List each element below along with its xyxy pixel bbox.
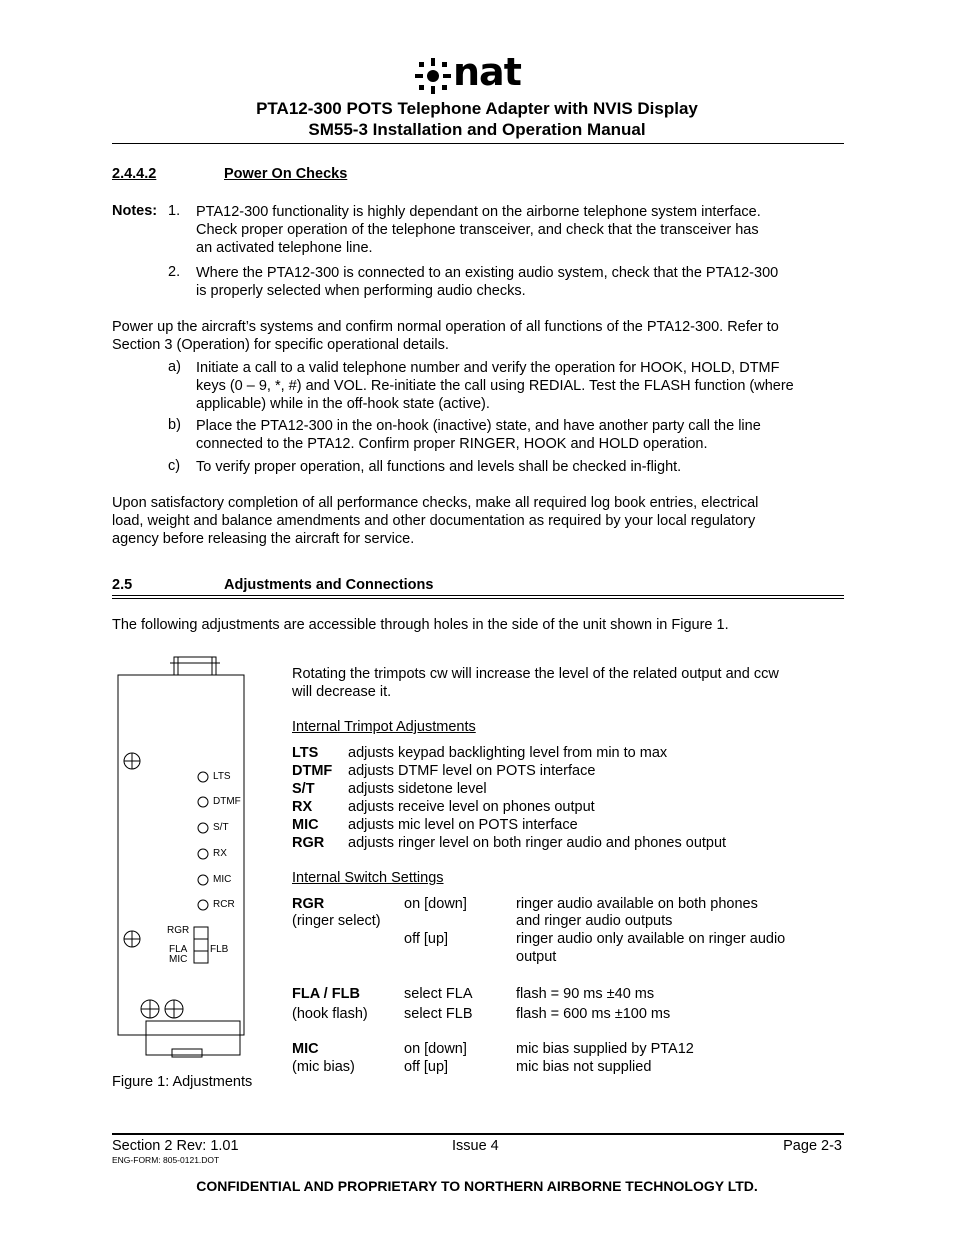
step-b [196, 417, 761, 453]
switch-fla-pos2: select FLB [404, 1006, 473, 1022]
switch-rgr-desc1b: and ringer audio outputs [516, 913, 673, 929]
section-title: Power On Checks [224, 166, 348, 182]
trimpot-key: S/T [292, 781, 315, 797]
note-number: 1. [168, 203, 181, 219]
switch-label-flb: FLB [210, 944, 229, 955]
switch-heading: Internal Switch Settings [292, 870, 444, 886]
section-heading-2442 [112, 166, 347, 182]
trimpot-key: RGR [292, 835, 325, 851]
paragraph-line: load, weight and balance amendments and other documentation as required by your local regulatory [112, 513, 756, 529]
logo-text: nat [453, 50, 521, 94]
paragraph-line: Rotating the trimpots cw will increase the level of the related output and ccw [292, 666, 779, 682]
trimpot-key: RX [292, 799, 313, 815]
switch-rgr-desc2b: output [516, 949, 557, 965]
section-number: 2.5 [112, 577, 133, 593]
switch-label-rgr: RGR [167, 925, 190, 936]
paragraph-line: Upon satisfactory completion of all performance checks, make all required log book entries, electrical [112, 495, 759, 511]
switch-mic-desc1: mic bias supplied by PTA12 [516, 1041, 694, 1057]
adjustments-intro: The following adjustments are accessible through holes in the side of the unit shown in Figure 1. [112, 617, 729, 633]
step-letter: b) [168, 417, 181, 433]
step-letter: a) [168, 359, 181, 375]
section-number: 2.4.4.2 [112, 166, 157, 182]
rotate-paragraph [292, 665, 832, 701]
trimpot-list [292, 744, 726, 852]
footer-issue: Issue 4 [452, 1138, 499, 1154]
paragraph-line: Section 3 (Operation) for specific operational details. [112, 337, 449, 353]
paragraph-line: agency before releasing the aircraft for service. [112, 531, 415, 547]
trimpot-desc: adjusts DTMF level on POTS interface [348, 763, 596, 779]
trimpot-key: MIC [292, 817, 319, 833]
trimpot-desc: adjusts mic level on POTS interface [348, 817, 578, 833]
step-c [196, 458, 681, 476]
pot-label-mic: MIC [213, 874, 232, 885]
document-subtitle: SM55-3 Installation and Operation Manual [308, 120, 646, 139]
switch-fla-name: FLA / FLB [292, 986, 360, 1002]
completion-paragraph [112, 494, 847, 548]
footer-confidential: CONFIDENTIAL AND PROPRIETARY TO NORTHERN AIRBORNE TECHNOLOGY LTD. [196, 1178, 758, 1194]
pot-label-st: S/T [213, 822, 229, 833]
step-line: connected to the PTA12. Confirm proper RINGER, HOOK and HOLD operation. [196, 436, 708, 452]
paragraph-line: Power up the aircraft’s systems and confirm normal operation of all functions of the PTA12-300. Refer to [112, 319, 779, 335]
note-line: Check proper operation of the telephone transceiver, and check that the transceiver has [196, 222, 759, 238]
notes-label: Notes: [112, 203, 158, 219]
note-line: Where the PTA12-300 is connected to an existing audio system, check that the PTA12-300 [196, 265, 779, 281]
switch-rgr-desc2a: ringer audio only available on ringer audio [516, 931, 786, 947]
adjustments-figure [112, 655, 252, 1060]
footer-section: Section 2 Rev: 1.01 [112, 1138, 239, 1154]
trimpot-key: LTS [292, 745, 319, 761]
step-a [196, 359, 794, 413]
unit-side-drawing [112, 655, 252, 1065]
step-line: applicable) while in the off-hook state (active). [196, 396, 490, 412]
switch-rgr-pos2: off [up] [404, 931, 449, 947]
switch-fla-desc1: flash = 90 ms ±40 ms [516, 986, 655, 1002]
footer-form: ENG-FORM: 805-0121.DOT [112, 1155, 220, 1165]
trimpot-desc: adjusts ringer level on both ringer audio and phones output [348, 835, 727, 851]
pot-label-dtmf: DTMF [213, 796, 241, 807]
step-letter: c) [168, 458, 181, 474]
section-heading-25 [112, 577, 433, 593]
power-up-paragraph [112, 318, 847, 354]
section-rule [112, 595, 844, 599]
trimpot-desc: adjusts sidetone level [348, 781, 487, 797]
switch-mic-sub: (mic bias) [292, 1059, 355, 1075]
note-2 [196, 264, 778, 300]
nat-star-icon [415, 58, 451, 94]
switch-rgr-desc1a: ringer audio available on both phones [516, 896, 758, 912]
switch-mic-pos1: on [down] [404, 1041, 467, 1057]
switch-rgr-pos1: on [down] [404, 896, 467, 912]
document-title: PTA12-300 POTS Telephone Adapter with NVIS Display [256, 99, 698, 118]
pot-label-lts: LTS [213, 771, 231, 782]
trimpot-desc: adjusts keypad backlighting level from min to max [348, 745, 668, 761]
note-line: PTA12-300 functionality is highly dependant on the airborne telephone system interface. [196, 204, 761, 220]
nat-logo [415, 50, 545, 96]
switch-mic-name: MIC [292, 1041, 319, 1057]
note-line: an activated telephone line. [196, 240, 373, 256]
switch-fla-pos1: select FLA [404, 986, 473, 1002]
paragraph-line: will decrease it. [292, 684, 392, 700]
section-title: Adjustments and Connections [224, 577, 434, 593]
pot-label-rcr: RCR [213, 899, 235, 910]
switch-rgr-name: RGR [292, 896, 325, 912]
trimpot-key: DTMF [292, 763, 333, 779]
note-line: is properly selected when performing audio checks. [196, 283, 526, 299]
step-line: Place the PTA12-300 in the on-hook (inactive) state, and have another party call the line [196, 418, 761, 434]
figure-caption: Figure 1: Adjustments [112, 1074, 253, 1090]
switch-rgr-sub: (ringer select) [292, 913, 381, 929]
header-rule [112, 143, 844, 144]
switch-mic-pos2: off [up] [404, 1059, 449, 1075]
footer-page: Page 2-3 [783, 1138, 842, 1154]
switch-fla-desc2: flash = 600 ms ±100 ms [516, 1006, 671, 1022]
step-line: Initiate a call to a valid telephone number and verify the operation for HOOK, HOLD, DTMF [196, 360, 780, 376]
trimpot-heading: Internal Trimpot Adjustments [292, 719, 476, 735]
step-line: keys (0 – 9, *, #) and VOL. Re-initiate the call using REDIAL. Test the FLASH function (where [196, 378, 794, 394]
switch-label-fla: FLA [169, 944, 188, 955]
switch-fla-sub: (hook flash) [292, 1006, 368, 1022]
pot-label-rx: RX [213, 848, 227, 859]
footer-rule [112, 1133, 844, 1135]
switch-mic-desc2: mic bias not supplied [516, 1059, 652, 1075]
note-1 [196, 203, 761, 257]
note-number: 2. [168, 264, 181, 280]
switch-label-mic: MIC [169, 954, 188, 965]
trimpot-desc: adjusts receive level on phones output [348, 799, 595, 815]
step-line: To verify proper operation, all functions and levels shall be checked in-flight. [196, 459, 682, 475]
